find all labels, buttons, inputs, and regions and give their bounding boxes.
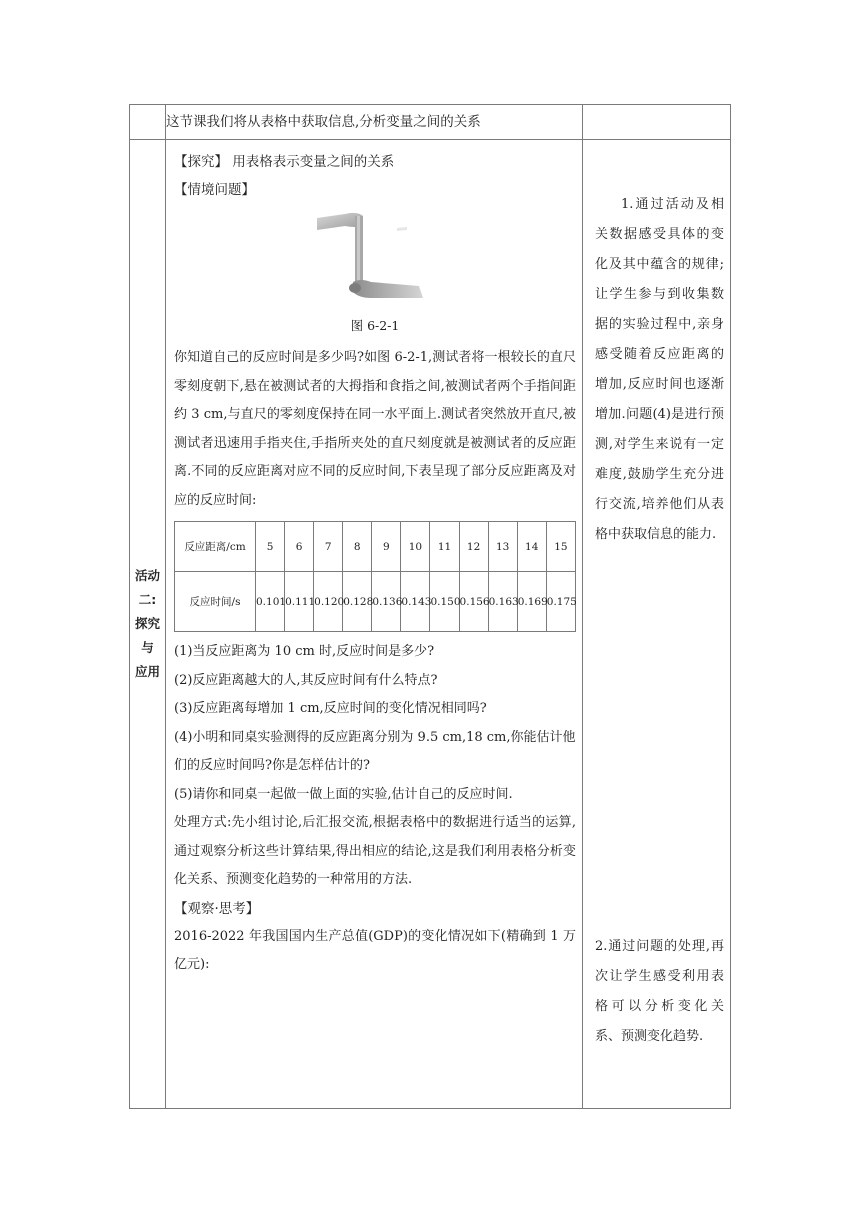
table-cell: 10 xyxy=(401,522,430,572)
observe-heading: 【观察·思考】 xyxy=(174,900,260,917)
question-4: (4)小明和同桌实验测得的反应距离分别为 9.5 cm,18 cm,你能估计他们的反应时间吗?你是怎样估计的? xyxy=(174,729,576,773)
intro-text: 这节课我们将从表格中获取信息,分析变量之间的关系 xyxy=(166,105,583,140)
scenario-paragraph: 你知道自己的反应时间是多少吗?如图 6-2-1,测试者将一根较长的直尺零刻度朝下,悬在被测试者的大拇指和食指之间,被测试者两个手指间距约 3 cm,与直尺的零刻度保持在同一水平面上.测试者突然放开直尺,被测试者迅速用手指夹住,手指所夹处的直尺刻度就是被测试者的反应距离.不同的反应距离对应不同的反应时间,下表呈现了部分反应距离及对应的反应时间: xyxy=(174,350,576,508)
explore-heading: 【探究】 用表格表示变量之间的关系 xyxy=(174,154,395,170)
table-cell: 15 xyxy=(546,522,575,572)
table-cell: 9 xyxy=(372,522,401,572)
design-note-1 xyxy=(595,190,724,550)
activity-label-line: 活动 xyxy=(134,568,160,583)
activity-content xyxy=(166,140,583,1109)
table-cell: 0.128 xyxy=(343,572,372,632)
reaction-distance-row xyxy=(175,522,576,572)
activity-row xyxy=(130,140,731,1109)
table-cell: 0.136 xyxy=(372,572,401,632)
table-cell: 0.156 xyxy=(459,572,488,632)
reaction-time-row xyxy=(175,572,576,632)
table-cell: 0.169 xyxy=(517,572,546,632)
design-note-2: 2.通过问题的处理,再次让学生感受利用表格可以分析变化关系、预测变化趋势. xyxy=(595,939,724,1044)
ruler-hands-illustration xyxy=(315,208,435,308)
design-notes xyxy=(583,140,731,1109)
intro-row xyxy=(130,105,731,140)
activity-label-line: 探究 xyxy=(134,616,160,631)
question-3: (3)反应距离每增加 1 cm,反应时间的变化情况相同吗? xyxy=(174,701,487,716)
table-cell: 0.143 xyxy=(401,572,430,632)
table-cell: 0.150 xyxy=(430,572,459,632)
activity-label xyxy=(130,140,166,1109)
processing-note: 处理方式:先小组讨论,后汇报交流,根据表格中的数据进行适当的运算,通过观察分析这些计算结果,得出相应的结论,这是我们利用表格分析变化关系、预测变化趋势的一种常用的方法. xyxy=(174,815,576,887)
table-cell: 0.163 xyxy=(488,572,517,632)
table-cell: 6 xyxy=(285,522,314,572)
reaction-distance-header: 反应距离/cm xyxy=(175,522,256,572)
table-cell: 8 xyxy=(343,522,372,572)
table-cell: 13 xyxy=(488,522,517,572)
question-1: (1)当反应距离为 10 cm 时,反应时间是多少? xyxy=(174,644,435,659)
activity-label-line: 应用 xyxy=(134,664,160,679)
table-cell: 0.175 xyxy=(546,572,575,632)
table-cell: 7 xyxy=(314,522,343,572)
lesson-plan-table xyxy=(129,104,731,1109)
activity-label-line: 二: xyxy=(138,592,157,607)
table-cell: 0.101 xyxy=(256,572,285,632)
ruler-figure xyxy=(174,208,576,308)
question-2: (2)反应距离越大的人,其反应时间有什么特点? xyxy=(174,672,438,688)
scenario-heading: 【情境问题】 xyxy=(174,182,255,198)
table-cell: 0.111 xyxy=(285,572,314,632)
activity-label-line: 与 xyxy=(141,640,154,655)
table-cell: 12 xyxy=(459,522,488,572)
table-cell: 0.120 xyxy=(314,572,343,632)
figure-caption: 图 6-2-1 xyxy=(350,318,400,333)
reaction-table xyxy=(174,521,576,632)
design-note-1-text: 1.通过活动及相关数据感受具体的变化及其中蕴含的规律;让学生参与到收集数据的实验过程中,亲身感受随着反应距离的增加,反应时间也逐渐增加.问题(4)是进行预测,对学生来说有一定难度,鼓励学生充分进行交流,培养他们从表格中获取信息的能力. xyxy=(595,197,724,542)
intro-note-cell xyxy=(583,105,731,140)
table-cell: 11 xyxy=(430,522,459,572)
gdp-intro: 2016-2022 年我国国内生产总值(GDP)的变化情况如下(精确到 1 万亿元): xyxy=(174,928,576,972)
table-cell: 14 xyxy=(517,522,546,572)
question-5: (5)请你和同桌一起做一做上面的实验,估计自己的反应时间. xyxy=(174,786,513,802)
intro-label-cell xyxy=(130,105,166,140)
reaction-time-header: 反应时间/s xyxy=(175,572,256,632)
table-cell: 5 xyxy=(256,522,285,572)
